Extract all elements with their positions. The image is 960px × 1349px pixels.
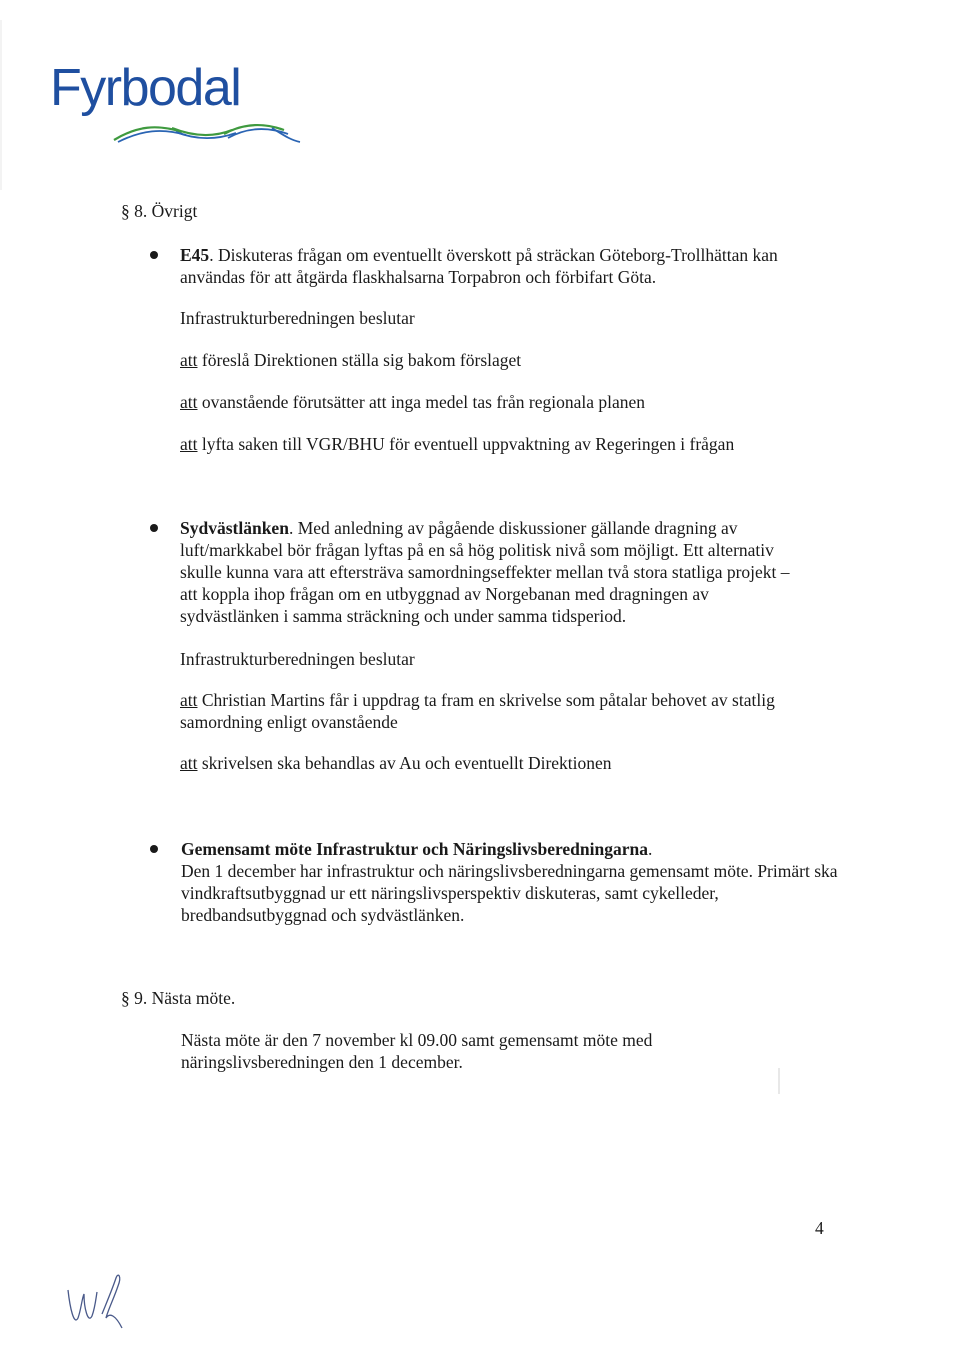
- item-gemensamt-mote-heading: Gemensamt möte Infrastruktur och Näringslivsberedningarna.: [181, 839, 653, 859]
- bullet-icon: [150, 251, 158, 259]
- item-gemensamt-mote-body: Den 1 december har infrastruktur och näringslivsberedningarna gemensamt möte. Primärt ska vindkraftsutbyggnad ur ett näringslivsperspektiv diskuteras, samt cykelleder, bredbandsutbyggnad och sydvästlänken.: [181, 861, 838, 925]
- item-gemensamt-mote: [181, 838, 841, 926]
- scan-artifact: [778, 1068, 780, 1094]
- item-e45-decision-1: att föreslå Direktionen ställa sig bakom förslaget: [180, 350, 522, 370]
- logo-text: Fyrbodal: [50, 59, 241, 117]
- item-sydvastlanken-text: [180, 517, 810, 627]
- item-sydvastlanken-lead: Sydvästlänken: [180, 518, 289, 538]
- item-sydvastlanken-decision-2: att skrivelsen ska behandlas av Au och eventuellt Direktionen: [180, 753, 612, 773]
- section-9-text: Nästa möte är den 7 november kl 09.00 samt gemensamt möte med näringslivsberedningen den 1 december.: [181, 1030, 653, 1072]
- item-sydvastlanken-decision-1: att Christian Martins får i uppdrag ta fram en skrivelse som påtalar behovet av statlig samordning enligt ovanstående: [180, 690, 775, 732]
- scan-artifact: [0, 20, 2, 190]
- section-8-heading: § 8. Övrigt: [121, 201, 198, 221]
- item-e45-decision-intro: Infrastrukturberedningen beslutar: [180, 308, 415, 328]
- fyrbodal-logo: [50, 58, 260, 148]
- item-sydvastlanken-body: . Med anledning av pågående diskussioner gällande dragning av luft/markkabel bör frågan lyftas på en så hög politisk nivå som möjligt. Ett alternativ skulle kunna vara att eftersträva samordningseffekter mellan två stora statliga projekt – att koppla ihop frågan om en utbyggnad av Norgebanan med dragningen av sydvästlänken i samma sträckning och under samma tidsperiod.: [180, 518, 790, 626]
- item-e45-decision-3: att lyfta saken till VGR/BHU för eventuell uppvaktning av Regeringen i frågan: [180, 434, 735, 454]
- item-e45-text: [180, 244, 830, 288]
- logo-waves-icon: [112, 118, 302, 144]
- page-number: 4: [815, 1218, 824, 1238]
- item-e45-body: . Diskuteras frågan om eventuellt överskott på sträckan Göteborg-Trollhättan kan användas för att åtgärda flaskhalsarna Torpabron och förbifart Göta.: [180, 245, 778, 287]
- signature-icon: [62, 1268, 132, 1338]
- item-sydvastlanken-decision-intro: Infrastrukturberedningen beslutar: [180, 649, 415, 669]
- bullet-icon: [150, 524, 158, 532]
- bullet-icon: [150, 845, 158, 853]
- section-9-heading: § 9. Nästa möte.: [121, 988, 236, 1008]
- item-e45-decision-2: att ovanstående förutsätter att inga medel tas från regionala planen: [180, 392, 646, 412]
- item-e45-lead: E45: [180, 245, 210, 265]
